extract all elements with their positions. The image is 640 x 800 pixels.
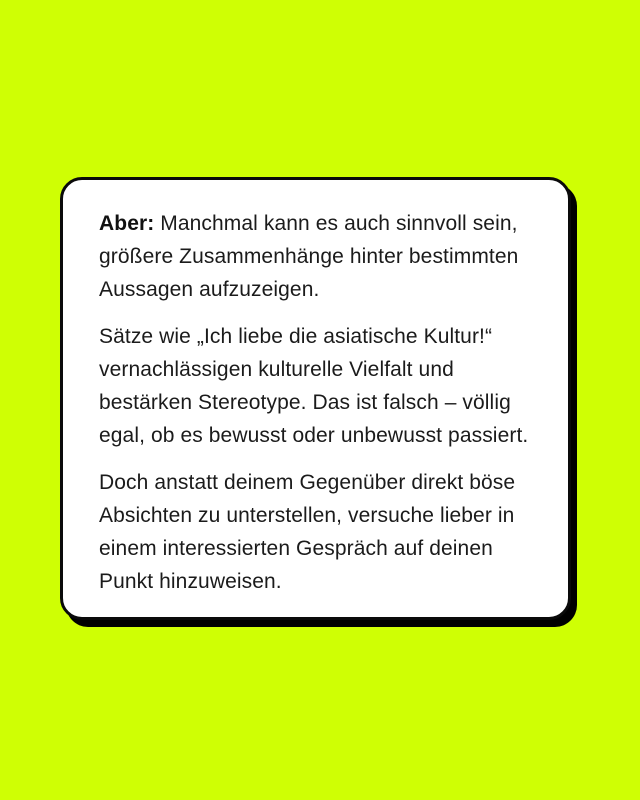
text-line: einem interessierten Gespräch auf deinen: [99, 537, 493, 560]
text-line: größere Zusammenhänge hinter bestimmten: [99, 245, 519, 268]
text-line: bestärken Stereotype. Das ist falsch – völlig: [99, 391, 511, 414]
text-line: Sätze wie „Ich liebe die asiatische Kultur!“: [99, 325, 493, 348]
text-line-rest: Manchmal kann es auch sinnvoll sein,: [160, 212, 518, 235]
paragraph-saetze: [99, 320, 534, 452]
paragraph-aber: [99, 207, 534, 306]
text-line: vernachlässigen kulturelle Vielfalt und: [99, 358, 454, 381]
text-line: Aussagen aufzuzeigen.: [99, 278, 320, 301]
text-line: Absichten zu unterstellen, versuche lieber in: [99, 504, 515, 527]
text-line: Doch anstatt deinem Gegenüber direkt böse: [99, 471, 516, 494]
text-line: [99, 207, 534, 240]
text-card: [60, 177, 571, 620]
text-line: egal, ob es bewusst oder unbewusst passiert.: [99, 424, 529, 447]
bold-lead-aber: Aber:: [99, 212, 155, 235]
text-line: Punkt hinzuweisen.: [99, 570, 282, 593]
paragraph-doch: [99, 466, 534, 598]
